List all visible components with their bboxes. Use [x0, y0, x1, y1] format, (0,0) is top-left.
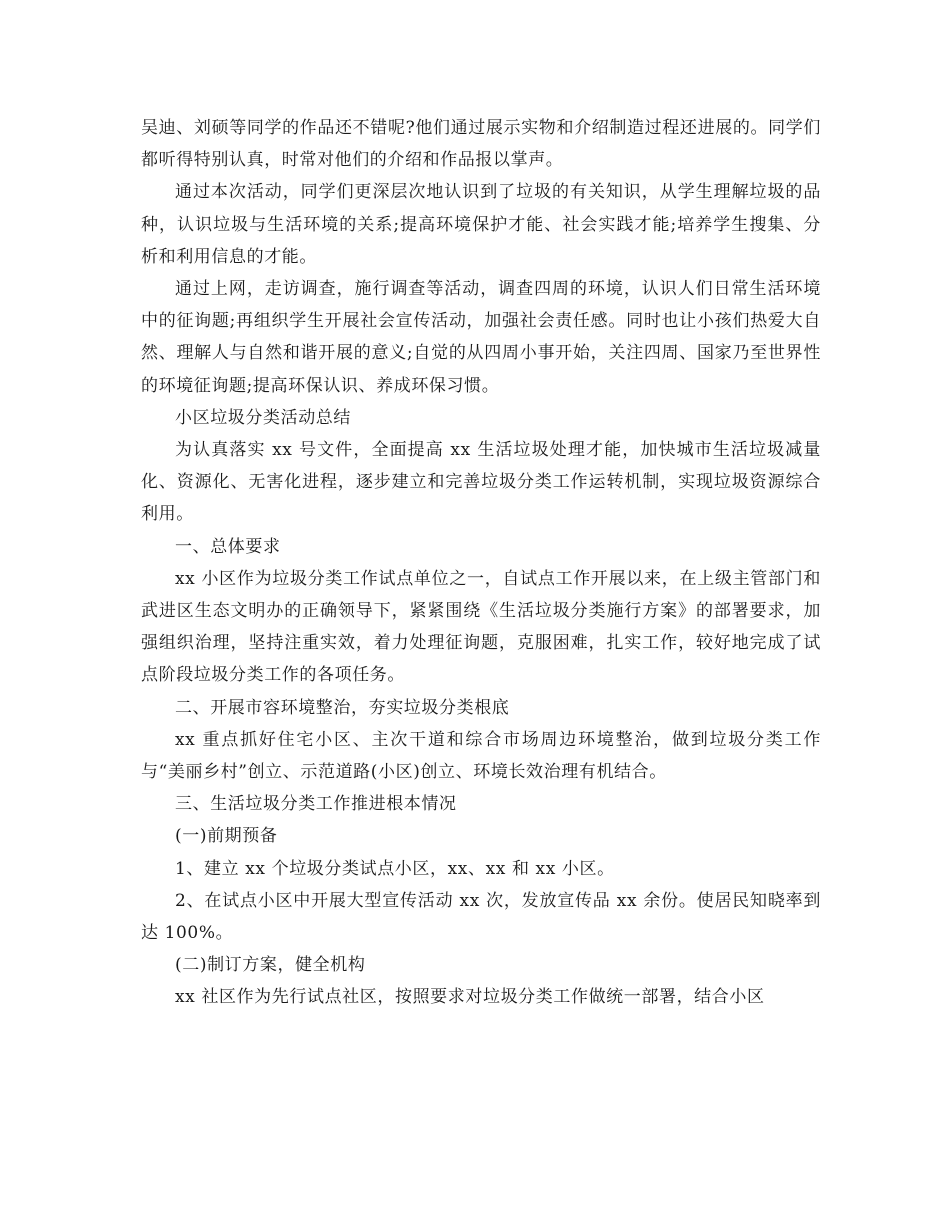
paragraph-5: 为认真落实 xx 号文件，全面提高 xx 生活垃圾处理才能，加快城市生活垃圾减量化、资源化、无害化进程，逐步建立和完善垃圾分类工作运转机制，实现垃圾资源综合利用。: [141, 440, 821, 525]
subheading-plan-organization: (二)制订方案，健全机构: [175, 955, 366, 976]
subheading-preparation: (一)前期预备: [175, 826, 278, 847]
list-item-2: 2、在试点小区中开展大型宣传活动 xx 次，发放宣传品 xx 余份。使居民知晓率到达 100%。: [141, 890, 821, 944]
list-item-1: 1、建立 xx 个垃圾分类试点小区，xx、xx 和 xx 小区。: [175, 858, 615, 879]
paragraph-1: 吴迪、刘硕等同学的作品还不错呢?他们通过展示实物和介绍制造过程还进展的。同学们都听得特别认真，时常对他们的介绍和作品报以掌声。: [141, 118, 821, 171]
paragraph-7: xx 小区作为垃圾分类工作试点单位之一，自试点工作开展以来，在上级主管部门和武进区生态文明办的正确领导下，紧紧围绕《生活垃圾分类施行方案》的部署要求，加强组织治理，坚持注重实效，着力处理征询题，克服困难，扎实工作，较好地完成了试点阶段垃圾分类工作的各项任务。: [141, 568, 821, 686]
heading-environment-remediation: 二、开展市容环境整治，夯实垃圾分类根底: [175, 697, 510, 718]
section-title: 小区垃圾分类活动总结: [175, 407, 351, 428]
heading-progress-status: 三、生活垃圾分类工作推进根本情况: [175, 794, 457, 815]
heading-overall-requirements: 一、总体要求: [175, 536, 281, 557]
document-body: [141, 112, 821, 1014]
paragraph-9: xx 重点抓好住宅小区、主次干道和综合市场周边环境整治，做到垃圾分类工作与“美丽乡村”创立、示范道路(小区)创立、环境长效治理有机结合。: [141, 729, 821, 783]
paragraph-3: 通过上网，走访调查，施行调查等活动，调查四周的环境，认识人们日常生活环境中的征询题;再组织学生开展社会宣传活动，加强社会责任感。同时也让小孩们热爱大自然、理解人与自然和谐开展的意义;自觉的从四周小事开始，关注四周、国家乃至世界性的环境征询题;提高环保认识、养成环保习惯。: [141, 279, 821, 396]
paragraph-15: xx 社区作为先行试点社区，按照要求对垃圾分类工作做统一部署，结合小区: [175, 987, 765, 1008]
paragraph-2: 通过本次活动，同学们更深层次地认识到了垃圾的有关知识，从学生理解垃圾的品种，认识垃圾与生活环境的关系;提高环境保护才能、社会实践才能;培养学生搜集、分析和利用信息的才能。: [141, 182, 821, 267]
